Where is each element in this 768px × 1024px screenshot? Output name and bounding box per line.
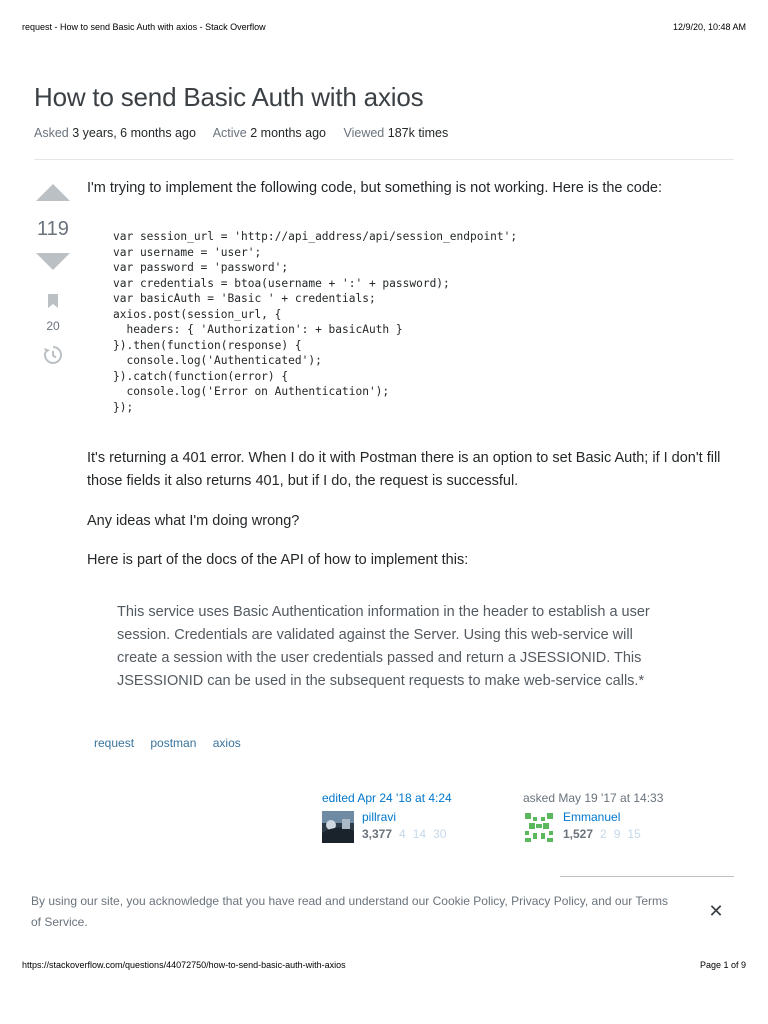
vote-cell bbox=[30, 184, 76, 370]
asker-bronze-badges: 15 bbox=[627, 827, 641, 841]
edited-timestamp[interactable]: edited Apr 24 '18 at 4:24 bbox=[322, 791, 452, 805]
asked-timestamp: asked May 19 '17 at 14:33 bbox=[523, 791, 664, 805]
paragraph-docs: Here is part of the docs of the API of how to implement this: bbox=[87, 552, 469, 568]
asked-value: 3 years, 6 months ago bbox=[72, 126, 196, 140]
question-meta bbox=[34, 126, 462, 140]
cookie-suffix: . bbox=[84, 915, 88, 929]
bookmark-count: 20 bbox=[46, 319, 60, 333]
print-url: https://stackoverflow.com/questions/44072750/how-to-send-basic-auth-with-axios bbox=[22, 960, 346, 970]
asked-signature bbox=[523, 791, 713, 843]
paragraph-ideas: Any ideas what I'm doing wrong? bbox=[87, 513, 300, 529]
asker-silver-badges: 9 bbox=[613, 827, 621, 841]
asked-label: Asked bbox=[34, 126, 69, 140]
vote-count: 119 bbox=[37, 218, 69, 240]
question-intro: I'm trying to implement the following code, but something is not working. Here is the code: bbox=[87, 180, 662, 196]
print-page-title: request - How to send Basic Auth with axios - Stack Overflow bbox=[22, 22, 266, 32]
vote-up-icon[interactable] bbox=[36, 184, 70, 201]
vote-down-icon[interactable] bbox=[36, 253, 70, 270]
active-value[interactable]: 2 months ago bbox=[250, 126, 326, 140]
editor-reputation: 3,377 bbox=[362, 827, 393, 841]
editor-bronze-badges: 30 bbox=[433, 827, 447, 841]
editor-silver-badges: 14 bbox=[412, 827, 427, 841]
question-body bbox=[87, 178, 707, 198]
tag-postman[interactable]: postman bbox=[150, 736, 197, 750]
active-label: Active bbox=[212, 126, 247, 140]
viewed-value: 187k times bbox=[387, 126, 449, 140]
asker-username[interactable]: Emmanuel bbox=[563, 810, 621, 824]
title-divider bbox=[34, 159, 734, 160]
avatar[interactable] bbox=[523, 811, 555, 843]
cookie-policy-link[interactable]: Cookie Policy bbox=[432, 894, 505, 908]
docs-blockquote: This service uses Basic Authentication information in the header to establish a user session. Credentials are validated against the Server. Using this web-service will create a session with the user credentials passed and return a JSESSIONID. This JSESSIONID can be used in the subsequent requests to make web-service calls.* bbox=[117, 604, 650, 689]
tag-axios[interactable]: axios bbox=[212, 736, 241, 750]
terms-of-service-link[interactable]: Terms of Service bbox=[31, 894, 669, 929]
tag-list bbox=[94, 736, 254, 750]
bookmark-icon[interactable] bbox=[48, 294, 58, 308]
close-icon[interactable]: ✕ bbox=[708, 901, 724, 921]
tag-request[interactable]: request bbox=[94, 736, 135, 750]
avatar[interactable] bbox=[322, 811, 354, 843]
cookie-text bbox=[31, 891, 681, 933]
privacy-policy-link[interactable]: Privacy Policy bbox=[511, 894, 585, 908]
cookie-text-prefix: By using our site, you acknowledge that you have read and understand our bbox=[31, 894, 433, 908]
cookie-sep-2: , and our bbox=[584, 894, 636, 908]
editor-username[interactable]: pillravi bbox=[362, 810, 397, 824]
history-icon[interactable] bbox=[43, 345, 63, 365]
asker-gold-badges: 2 bbox=[600, 827, 607, 841]
viewed-label: Viewed bbox=[343, 126, 385, 140]
edited-signature bbox=[322, 791, 502, 843]
code-block: var session_url = 'http://api_address/api/session_endpoint'; var username = 'user'; var password = 'password'; var credentials = btoa(username + ':' + password); var basicAuth = 'Basic ' + credentials; axios.post(session_url, { headers: { 'Authorization': + basicAuth } }).then(function(response) { console.log('Authenticated'); }).catch(function(error) { console.log('Error on Authentication'); }); bbox=[113, 230, 518, 414]
paragraph-401: It's returning a 401 error. When I do it with Postman there is an option to set Basic Auth; if I don't fill those fields it also returns 401, but if I do, the request is successful. bbox=[87, 450, 721, 489]
cookie-sep-1: , bbox=[504, 894, 512, 908]
print-footer bbox=[22, 960, 746, 974]
question-title[interactable]: How to send Basic Auth with axios bbox=[34, 82, 424, 112]
print-page-number: Page 1 of 9 bbox=[699, 960, 746, 970]
print-datetime: 12/9/20, 10:48 AM bbox=[672, 22, 746, 32]
cookie-banner bbox=[0, 877, 768, 939]
print-header bbox=[22, 22, 746, 36]
asker-reputation: 1,527 bbox=[563, 827, 594, 841]
editor-gold-badges: 4 bbox=[399, 827, 406, 841]
